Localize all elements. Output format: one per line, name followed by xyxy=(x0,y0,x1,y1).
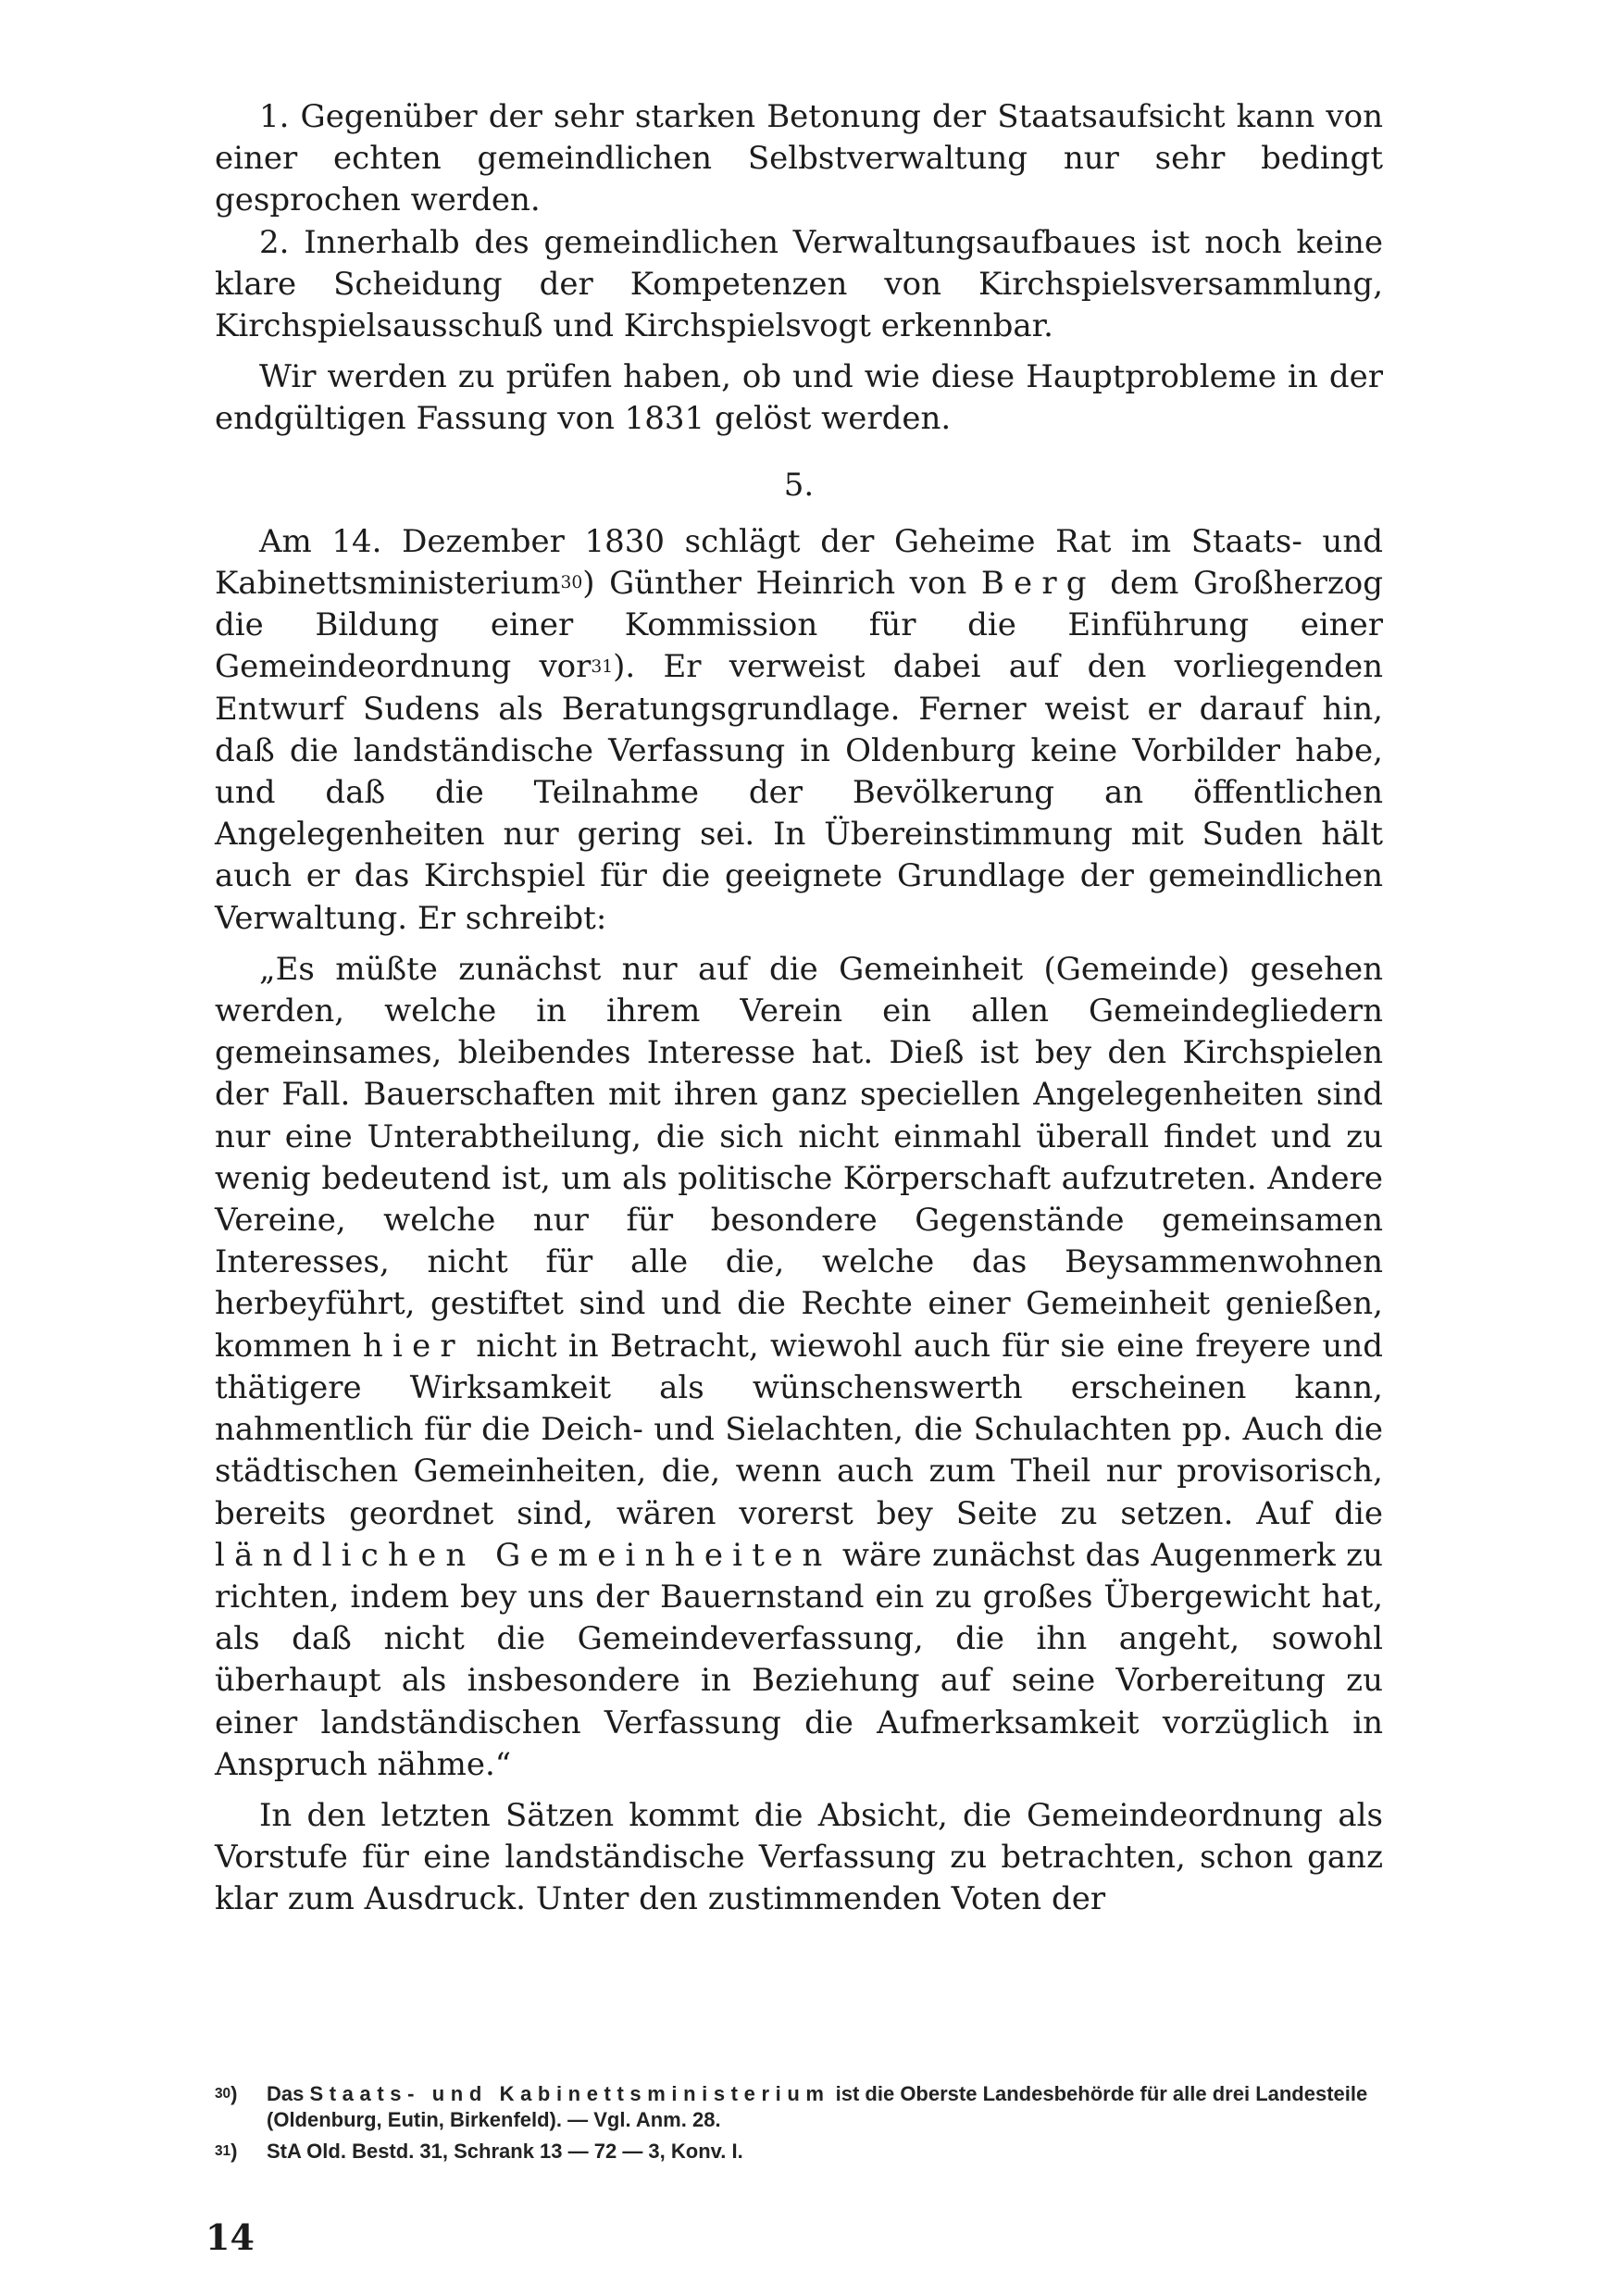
spaced-phrase-laendliche-gemeinheiten: ländlichen Gemeinheiten xyxy=(215,1536,832,1574)
page-number: 14 xyxy=(206,2216,255,2258)
block-quote xyxy=(215,949,1383,1786)
text-run: ) Günther Heinrich von xyxy=(582,565,981,603)
text-run: ). Er verweist dabei auf den vorliegenden Entwurf Sudens als Beratungsgrundlage. Ferner weist er darauf hin, daß die landständische Verfassung in Oldenburg keine Vorbilder habe, und daß die Teilnahme der Bevölkerung an öffentlichen Angelegenheiten nur gering sei. In Übereinstimmung mit Suden hält auch er das Kirchspiel für die geeignete Grundlage der gemeindlichen Verwaltung. Er schreibt: xyxy=(215,648,1384,937)
footnote-31 xyxy=(215,2139,1383,2165)
text-run: nicht in Betracht, wiewohl auch für sie eine freyere und thätigere Wirksamkeit als wünschenswerth erscheinen kann, nahmentlich für die Deich- und Sielachten, die Schulachten pp. Auch die städtischen Gemeinheiten, die, wenn auch zum Theil nur provisorisch, bereits geordnet sind, wären vorerst bey Seite zu setzen. Auf die xyxy=(215,1327,1383,1532)
spaced-word-hier: hier xyxy=(362,1327,465,1365)
footnote-text: StA Old. Bestd. 31, Schrank 13 — 72 — 3, Konv. I. xyxy=(267,2140,743,2163)
paragraph-commission-proposal xyxy=(215,521,1383,940)
paragraph-problems-summary: Wir werden zu prüfen haben, ob und wie diese Hauptprobleme in der endgültigen Fassung von 1831 gelöst werden. xyxy=(215,358,1383,438)
section-number: 5. xyxy=(783,466,815,504)
footnotes xyxy=(215,2081,1383,2170)
paragraph-point-2: 2. Innerhalb des gemeindlichen Verwaltungsaufbaues ist noch keine klare Scheidung der Kompetenzen von Kirchspielsversammlung, Kirchspielsausschuß und Kirchspielsvogt erkennbar. xyxy=(215,223,1383,345)
footnote-reference-31: 31 xyxy=(591,656,614,677)
footnote-text: Das xyxy=(267,2082,310,2105)
main-text xyxy=(215,96,1383,1921)
paragraph-final-sentences: In den letzten Sätzen kommt die Absicht, die Gemeindeordnung als Vorstufe für eine landständische Verfassung zu betrachten, schon ganz klar zum Ausdruck. Unter den zustimmenden Voten der xyxy=(215,1796,1383,1918)
text-run: „Es müßte zunächst nur auf die Gemeinheit (Gemeinde) gesehen werden, welche in ihrem Verein ein allen Gemeindegliedern gemeinsames, bleibendes Interesse hat. Dieß ist bey den Kirchspielen der Fall. Bauerschaften mit ihren ganz speciellen Angelegenheiten sind nur eine Unterabtheilung, die sich nicht einmahl überall findet und zu wenig bedeutend ist, um als politische Körperschaft aufzutreten. Andere Vereine, welche nur für besondere Gegenstände gemeinsamen Interesses, nicht für alle die, welche das Beysammenwohnen herbeyführt, gestiftet sind und die Rechte einer Gemeinheit genießen, kommen xyxy=(215,950,1383,1365)
paragraph-point-1: 1. Gegenüber der sehr starken Betonung der Staatsaufsicht kann von einer echten gemeindlichen Selbstverwaltung nur sehr bedingt gesprochen werden. xyxy=(215,98,1383,219)
footnote-text: ist die Oberste Landesbehörde für alle drei Landesteile (Oldenburg, Eutin, Birkenfeld). — Vgl. Anm. 28. xyxy=(267,2082,1368,2131)
footnote-spaced-term: Staats- und Kabinettsministerium xyxy=(309,2082,830,2105)
text-run: Am 14. Dezember 1830 schlägt der Geheime Rat im Staats- und Kabinettsministerium xyxy=(215,522,1383,603)
spaced-name-berg: Berg xyxy=(980,565,1096,603)
footnote-mark: $^{30}$) xyxy=(215,2082,238,2105)
text-run: dem Großherzog die Bildung einer Kommission für die Einführung einer Gemeindeordnung vor xyxy=(215,565,1383,686)
footnote-reference-30: 30 xyxy=(560,573,583,593)
text-run: wäre zunächst das Augenmerk zu richten, indem bey uns der Bauernstand ein zu großes Übergewicht hat, als daß nicht die Gemeindeverfassung, die ihn angeht, sowohl überhaupt als insbesondere in Beziehung auf seine Vorbereitung zu einer landständischen Verfassung die Aufmerksamkeit vorzüglich in Anspruch nähme.“ xyxy=(215,1536,1383,1783)
footnote-mark: $^{31}$) xyxy=(215,2140,238,2163)
footnote-30 xyxy=(215,2081,1383,2133)
